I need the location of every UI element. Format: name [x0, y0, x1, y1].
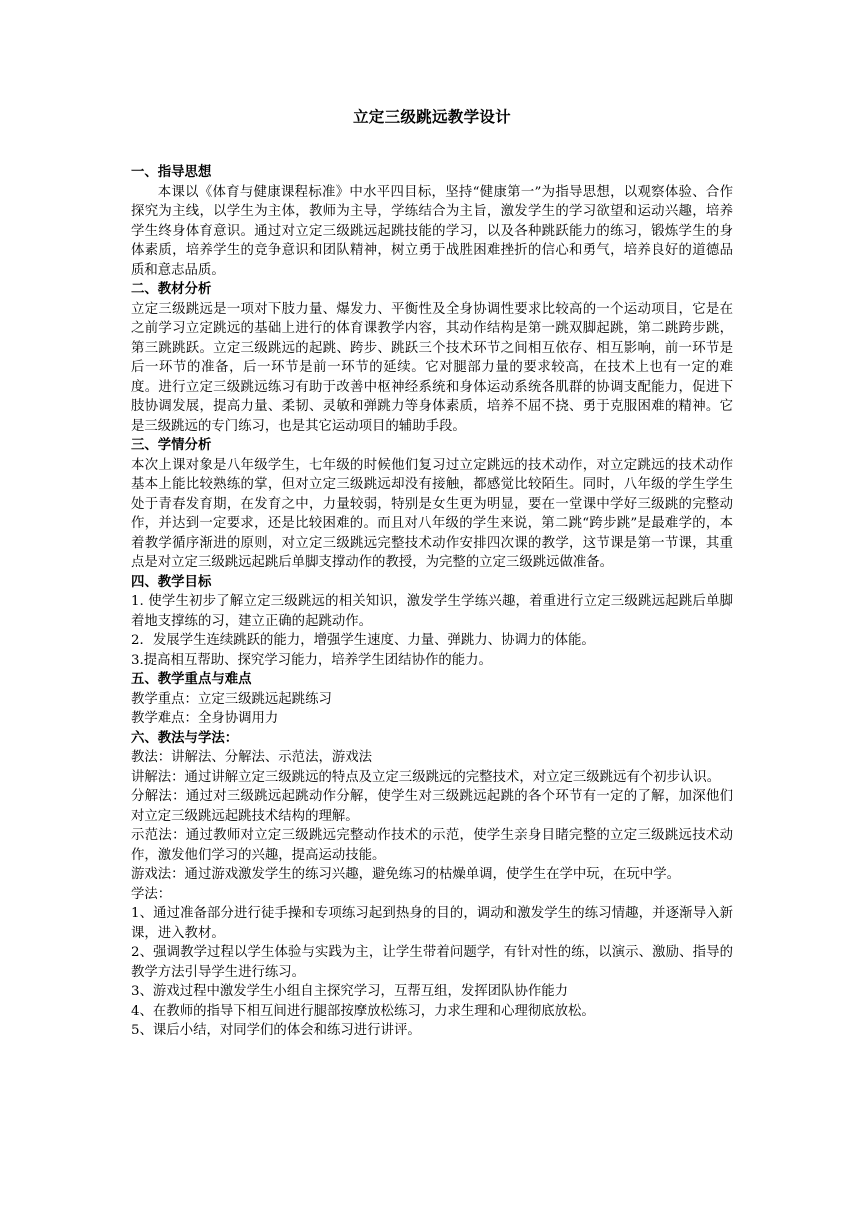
- method-item: 4、在教师的指导下相互间进行腿部按摩放松练习，力求生理和心理彻底放松。: [131, 1003, 595, 1019]
- method-item: 分解法：通过对三级跳远起跳动作分解，使学生对三级跳远起跳的各个环节有一定的了解，加深他们对立定三级跳远起跳技术结构的理解。: [131, 789, 733, 824]
- objective-item: 1. 使学生初步了解立定三级跳远的相关知识，激发学生学练兴趣，着重进行立定三级跳远起跳后单脚着地支撑练的习，建立正确的起跳动作。: [131, 594, 733, 629]
- method-item: 2、强调教学过程以学生体验与实践为主，让学生带着问题学，有针对性的练，以演示、激励、指导的教学方法引导学生进行练习。: [131, 945, 733, 980]
- section-paragraph: 本课以《体育与健康课程标准》中水平四目标，坚持“健康第一”为指导思想，以观察体验、合作探究为主线，以学生为主体，教师为主导，学练结合为主旨，激发学生的学习欲望和运动兴趣，培养学生终身体育意识。通过对立定三级跳远起跳技能的学习，以及各种跳跃能力的练习，锻炼学生的身体素质，培养学生的竞争意识和团队精神，树立勇于战胜困难挫折的信心和勇气，培养良好的道德品质和意志品质。: [131, 184, 733, 278]
- method-item: 示范法：通过教师对立定三级跳远完整动作技术的示范，使学生亲身目睹完整的立定三级跳远技术动作，激发他们学习的兴趣，提高运动技能。: [131, 828, 733, 863]
- method-item: 1、通过准备部分进行徒手操和专项练习起到热身的目的，调动和激发学生的练习情趣，并逐渐导入新课，进入教材。: [131, 906, 733, 941]
- method-item: 游戏法：通过游戏激发学生的练习兴趣，避免练习的枯燥单调，使学生在学中玩，在玩中学。: [131, 867, 681, 882]
- section-heading-material-analysis: 二、教材分析: [131, 281, 212, 297]
- section-heading-key-points: 五、教学重点与难点: [131, 671, 252, 687]
- method-item: 教法：讲解法、分解法、示范法，游戏法: [131, 750, 373, 765]
- document-body: [131, 163, 733, 1041]
- document-title: 立定三级跳远教学设计: [352, 107, 511, 126]
- section-heading-guiding-ideology: 一、指导思想: [131, 164, 212, 180]
- objective-item: 3.提高相互帮助、探究学习能力，培养学生团结协作的能力。: [131, 652, 492, 668]
- section-heading-methods: 六、教法与学法：: [131, 729, 239, 746]
- section-paragraph: 立定三级跳远是一项对下肢力量、爆发力、平衡性及全身协调性要求比较高的一个运动项目，它是在之前学习立定跳远的基础上进行的体育课教学内容，其动作结构是第一跳双脚起跳，第二跳跨步跳，第三跳跳跃。立定三级跳远的起跳、跨步、跳跃三个技术环节之间相互依存、相互影响，前一环节是后一环节的准备，后一环节是前一环节的延续。它对腿部力量的要求较高，在技术上也有一定的难度。进行立定三级跳远练习有助于改善中枢神经系统和身体运动系统各肌群的协调支配能力，促进下肢协调发展，提高力量、柔韧、灵敏和弹跳力等身体素质，培养不屈不挠、勇于克服困难的精神。它是三级跳远的专门练习，也是其它运动项目的辅助手段。: [131, 301, 733, 434]
- method-item: 5、课后小结，对同学们的体会和练习进行讲评。: [131, 1023, 421, 1038]
- method-item: 讲解法：通过讲解立定三级跳远的特点及立定三级跳远的完整技术，对立定三级跳远有个初步认识。: [131, 769, 721, 785]
- key-point-item: 教学重点：立定三级跳远起跳练习: [131, 691, 332, 707]
- key-point-item: 教学难点：全身协调用力: [131, 711, 279, 726]
- objective-item: 2．发展学生连续跳跃的能力，增强学生速度、力量、弹跳力、协调力的体能。: [131, 633, 595, 648]
- section-heading-teaching-objectives: 四、教学目标: [131, 573, 212, 590]
- section-paragraph: 本次上课对象是八年级学生，七年级的时候他们复习过立定跳远的技术动作，对立定跳远的技术动作基本上能比较熟练的掌，但对立定三级跳远却没有接触，都感觉比较陌生。同时，八年级的学生学生处于青春发育期，在发育之中，力量较弱，特别是女生更为明显，要在一堂课中学好三级跳的完整动作，并达到一定要求，还是比较困难的。而且对八年级的学生来说，第二跳“跨步跳”是最难学的，本着教学循序渐进的原则，对立定三级跳远完整技术动作安排四次课的教学，这节课是第一节课，其重点是对立定三级跳远起跳后单脚支撑动作的教授，为完整的立定三级跳远做准备。: [131, 457, 733, 570]
- method-item: 3、游戏过程中激发学生小组自主探究学习，互帮互组，发挥团队协作能力: [131, 984, 569, 999]
- method-item: 学法：: [131, 886, 172, 902]
- section-heading-student-analysis: 三、学情分析: [131, 437, 212, 453]
